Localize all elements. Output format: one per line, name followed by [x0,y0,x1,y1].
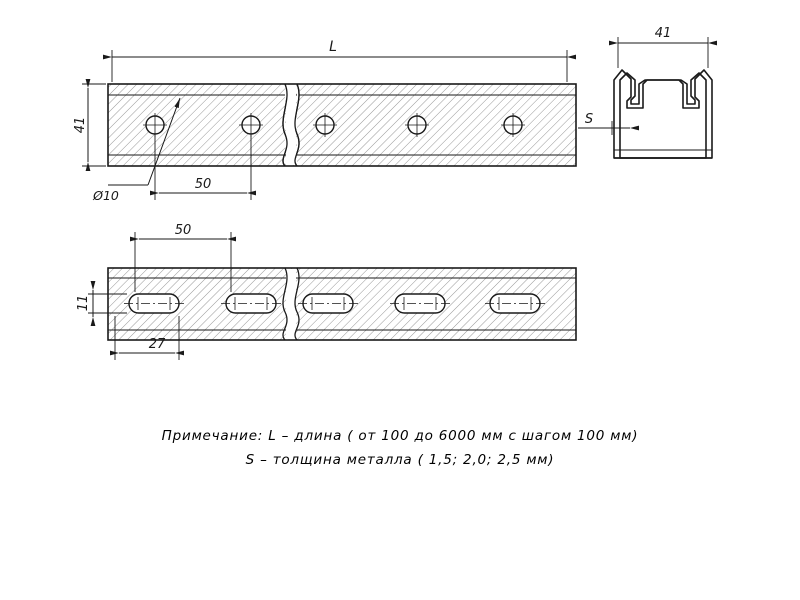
top-plan-view [76,223,576,360]
label-pitch-50-front: 50 [194,177,212,192]
dimension-thickness-S [578,112,630,135]
label-height-41: 41 [73,116,88,134]
label-thickness-S: S [584,112,594,127]
label-slot-width-11: 11 [76,294,91,312]
front-elevation-view [73,39,576,203]
label-pitch-50-top: 50 [174,223,192,238]
section-outer-wall [614,70,712,158]
label-hole-diameter: Ø10 [93,188,119,203]
label-section-width-41: 41 [654,26,672,41]
label-slot-offset-27: 27 [148,337,166,352]
section-outline [620,73,706,158]
notes-block [0,424,800,472]
cross-section-view [578,26,712,158]
dimension-section-width-41 [618,26,708,68]
label-length-L: L [329,39,337,55]
dimension-length-L [112,39,567,82]
note-line-thickness: S – толщина металла ( 1,5; 2,0; 2,5 мм) [245,452,555,468]
note-line-length: Примечание: L – длина ( от 100 до 6000 мм с шагом 100 мм) [161,428,639,444]
dimension-height-41 [73,84,106,166]
